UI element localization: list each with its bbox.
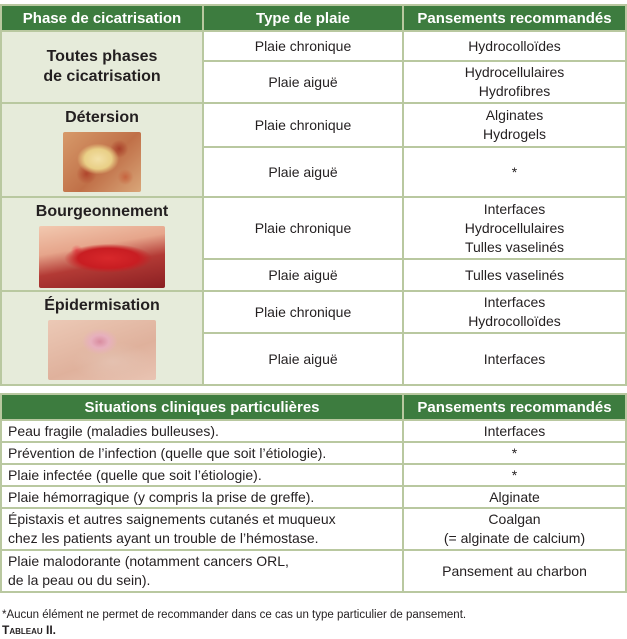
wound-type-cell: Plaie chronique — [203, 197, 403, 259]
wound-type-cell: Plaie chronique — [203, 291, 403, 333]
dressing-cell — [403, 420, 626, 442]
dressing-cell — [403, 147, 626, 197]
dressing-item: Hydrofibres — [478, 83, 551, 99]
dressing-cell — [403, 486, 626, 508]
wound-type-cell: Plaie aiguë — [203, 61, 403, 103]
table-row — [1, 291, 626, 333]
dressing-item: Alginate — [489, 488, 540, 505]
header-clinical-situations: Situations cliniques particulières — [1, 394, 403, 420]
situation-cell — [1, 550, 403, 592]
dressing-item: * — [511, 466, 518, 483]
epidermisation-wound-photo — [48, 320, 156, 380]
dressing-item: Hydrocellulaires — [464, 64, 565, 80]
situation-cell — [1, 442, 403, 464]
bourgeonnement-wound-photo — [39, 226, 165, 288]
footnote: *Aucun élément ne permet de recommander dans ce cas un type particulier de pansement. — [2, 609, 467, 621]
wound-type-cell: Plaie aiguë — [203, 333, 403, 385]
situation-cell — [1, 464, 403, 486]
header-recommended-dressings: Pansements recommandés — [403, 394, 626, 420]
situation-cell — [1, 420, 403, 442]
dressing-cell — [403, 31, 626, 61]
table-row — [1, 486, 626, 508]
situation-line: Peau fragile (maladies bulleuses). — [8, 422, 219, 439]
dressing-cell — [403, 259, 626, 291]
dressing-cell — [403, 508, 626, 550]
header-recommended-dressings: Pansements recommandés — [403, 5, 626, 31]
table-row — [1, 464, 626, 486]
dressing-item: Coalgan — [488, 511, 541, 527]
situation-line: Plaie malodorante (notamment cancers ORL, — [8, 553, 289, 569]
dressing-item: Tulles vaselinés — [464, 238, 565, 255]
wound-type-cell: Plaie aiguë — [203, 259, 403, 291]
wound-type-cell: Plaie aiguë — [203, 147, 403, 197]
dressing-cell — [403, 550, 626, 592]
header-wound-type: Type de plaie — [203, 5, 403, 31]
dressing-cell — [403, 197, 626, 259]
table-row — [1, 31, 626, 61]
phase-name-line: Détersion — [65, 109, 139, 126]
dressing-cell — [403, 442, 626, 464]
dressing-item: Interfaces — [483, 350, 546, 367]
situation-cell — [1, 508, 403, 550]
dressing-item: Hydrogels — [482, 126, 547, 142]
situation-cell — [1, 486, 403, 508]
table-row — [1, 103, 626, 147]
table-row — [1, 420, 626, 442]
dressing-item: Hydrocolloïdes — [468, 37, 561, 54]
wound-type-cell: Plaie chronique — [203, 31, 403, 61]
phase-cell-epidermisation — [1, 291, 203, 385]
table-row — [1, 550, 626, 592]
situation-line: Plaie hémorragique (y compris la prise de greffe). — [8, 488, 315, 505]
dressing-item: Pansement au charbon — [442, 562, 587, 579]
wound-phase-table-header — [1, 5, 626, 31]
dressing-item: Interfaces — [483, 294, 546, 310]
dressing-cell — [403, 464, 626, 486]
phase-cell-toutes-phases — [1, 31, 203, 103]
phase-name-line: de cicatrisation — [43, 68, 161, 85]
phase-name-line: Bourgeonnement — [35, 203, 169, 220]
header-phase: Phase de cicatrisation — [1, 5, 203, 31]
clinical-situations-table — [0, 393, 627, 593]
phase-cell-detersion — [1, 103, 203, 197]
dressing-cell — [403, 333, 626, 385]
wound-type-cell: Plaie chronique — [203, 103, 403, 147]
clinical-situations-table-header — [1, 394, 626, 420]
dressing-item: Hydrocellulaires — [464, 219, 565, 236]
wound-phase-table — [0, 4, 627, 386]
phase-name-line: Toutes phases — [46, 48, 158, 65]
situation-line: de la peau ou du sein). — [8, 572, 151, 588]
dressing-item: Alginates — [485, 107, 544, 123]
table-row — [1, 508, 626, 550]
table-row — [1, 197, 626, 259]
dressing-item: Tulles vaselinés — [464, 266, 565, 283]
situation-line: Épistaxis et autres saignements cutanés et muqueux — [8, 511, 336, 527]
situation-line: Prévention de l’infection (quelle que soit l’étiologie). — [8, 444, 327, 461]
dressing-item: Interfaces — [483, 422, 546, 439]
situation-line: Plaie infectée (quelle que soit l’étiologie). — [8, 466, 262, 483]
phase-name-line: Épidermisation — [44, 297, 160, 314]
table-caption: Tableau II. — [2, 623, 56, 637]
dressing-item: * — [511, 163, 518, 180]
dressing-item: * — [511, 444, 518, 461]
situation-line: chez les patients ayant un trouble de l’hémostase. — [8, 530, 319, 546]
detersion-wound-photo — [63, 132, 141, 192]
dressing-cell — [403, 291, 626, 333]
dressing-cell — [403, 61, 626, 103]
table-row — [1, 442, 626, 464]
phase-cell-bourgeonnement — [1, 197, 203, 291]
dressing-item: Hydrocolloïdes — [468, 313, 561, 329]
dressing-item: (= alginate de calcium) — [443, 530, 586, 546]
dressing-item: Interfaces — [483, 200, 546, 217]
dressing-cell — [403, 103, 626, 147]
